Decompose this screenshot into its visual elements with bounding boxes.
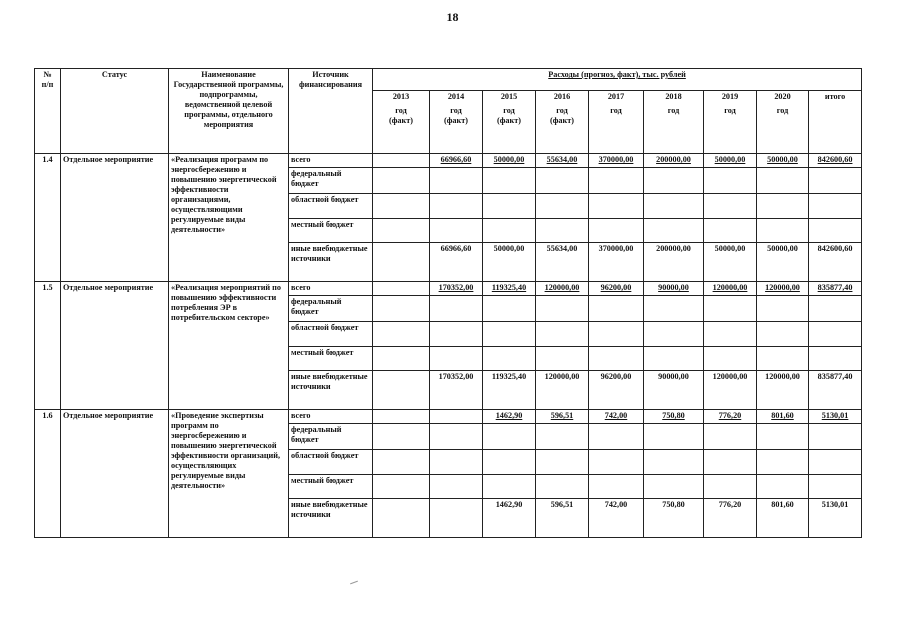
expense-value bbox=[589, 475, 644, 499]
funding-source: областной бюджет bbox=[289, 450, 373, 475]
expense-value bbox=[430, 296, 483, 322]
expense-value bbox=[483, 322, 536, 347]
header-year-2014 bbox=[430, 91, 483, 154]
funding-source: местный бюджет bbox=[289, 219, 373, 243]
total-value bbox=[809, 450, 862, 475]
expense-value bbox=[483, 219, 536, 243]
header-year-2017 bbox=[589, 91, 644, 154]
expense-value bbox=[704, 450, 757, 475]
funding-source: федеральный бюджет bbox=[289, 168, 373, 194]
expense-value bbox=[757, 347, 809, 371]
expense-value bbox=[483, 450, 536, 475]
expense-value: 119325,40 bbox=[483, 371, 536, 410]
header-year-label: 2017 bbox=[607, 92, 625, 102]
expense-value bbox=[536, 475, 589, 499]
total-value bbox=[809, 296, 862, 322]
expense-value: 50000,00 bbox=[757, 154, 809, 168]
row-name: «Реализация мероприятий по повышению эффективности потребления ЭР в потребительском секторе» bbox=[169, 282, 289, 410]
expense-value bbox=[373, 347, 430, 371]
expense-value: 66966,60 bbox=[430, 243, 483, 282]
header-year-label: 2016 bbox=[553, 92, 571, 102]
expense-value bbox=[704, 296, 757, 322]
expense-value bbox=[704, 424, 757, 450]
expense-value bbox=[757, 168, 809, 194]
expense-value: 200000,00 bbox=[644, 243, 704, 282]
expense-value: 750,80 bbox=[644, 410, 704, 424]
expense-value bbox=[373, 168, 430, 194]
funding-source: иные внебюджетные источники bbox=[289, 499, 373, 538]
expense-value bbox=[644, 424, 704, 450]
header-year-label: 2014 bbox=[447, 92, 465, 102]
expense-value bbox=[483, 194, 536, 219]
header-year-2015 bbox=[483, 91, 536, 154]
expense-value bbox=[483, 168, 536, 194]
expense-value bbox=[536, 322, 589, 347]
expense-value bbox=[373, 243, 430, 282]
expense-value bbox=[373, 424, 430, 450]
expense-value bbox=[373, 219, 430, 243]
funding-source: федеральный бюджет bbox=[289, 296, 373, 322]
funding-source: местный бюджет bbox=[289, 475, 373, 499]
expense-value bbox=[757, 475, 809, 499]
expense-value bbox=[373, 194, 430, 219]
header-source: Источник финансирования bbox=[289, 69, 373, 154]
expense-value bbox=[757, 194, 809, 219]
expense-value: 55634,00 bbox=[536, 243, 589, 282]
header-year-label: 2013 bbox=[392, 92, 410, 102]
funding-source: областной бюджет bbox=[289, 322, 373, 347]
expense-value bbox=[589, 194, 644, 219]
header-year-2016 bbox=[536, 91, 589, 154]
total-value bbox=[809, 219, 862, 243]
total-value: 842600,60 bbox=[809, 154, 862, 168]
expense-value bbox=[430, 322, 483, 347]
expense-value bbox=[483, 424, 536, 450]
expense-value bbox=[589, 168, 644, 194]
expense-value bbox=[589, 296, 644, 322]
table-body bbox=[35, 154, 862, 538]
header-year-label: 2020 bbox=[774, 92, 791, 102]
total-value bbox=[809, 347, 862, 371]
header-year-2018 bbox=[644, 91, 704, 154]
funding-source: иные внебюджетные источники bbox=[289, 243, 373, 282]
expense-value: 90000,00 bbox=[644, 282, 704, 296]
expense-value: 1462,90 bbox=[483, 499, 536, 538]
expense-value bbox=[430, 424, 483, 450]
expense-value bbox=[704, 219, 757, 243]
expense-value: 370000,00 bbox=[589, 154, 644, 168]
expense-value: 90000,00 bbox=[644, 371, 704, 410]
expense-value bbox=[430, 347, 483, 371]
expense-value: 50000,00 bbox=[704, 154, 757, 168]
funding-source: местный бюджет bbox=[289, 347, 373, 371]
expense-value: 120000,00 bbox=[704, 282, 757, 296]
header-year-label: 2018 bbox=[665, 92, 682, 102]
expense-value bbox=[373, 410, 430, 424]
expense-value bbox=[757, 450, 809, 475]
expense-value: 801,60 bbox=[757, 410, 809, 424]
expense-value bbox=[644, 450, 704, 475]
page-number: 18 bbox=[446, 10, 459, 24]
header-year-2020 bbox=[757, 91, 809, 154]
header-year-kind: год bbox=[776, 106, 789, 116]
expense-value: 50000,00 bbox=[757, 243, 809, 282]
expense-value bbox=[589, 424, 644, 450]
expense-value: 120000,00 bbox=[536, 371, 589, 410]
funding-source: всего bbox=[289, 410, 373, 424]
header-total: итого bbox=[809, 91, 862, 154]
expense-value bbox=[430, 475, 483, 499]
expense-value: 96200,00 bbox=[589, 371, 644, 410]
funding-source: всего bbox=[289, 154, 373, 168]
expense-value: 50000,00 bbox=[704, 243, 757, 282]
expense-value bbox=[704, 475, 757, 499]
expense-value: 801,60 bbox=[757, 499, 809, 538]
header-year-label: 2019 bbox=[721, 92, 739, 102]
expense-value bbox=[430, 194, 483, 219]
header-no: № п/п bbox=[35, 69, 61, 154]
expense-value bbox=[483, 296, 536, 322]
expense-value: 170352,00 bbox=[430, 282, 483, 296]
expense-value bbox=[704, 168, 757, 194]
expense-value bbox=[430, 410, 483, 424]
expense-value bbox=[536, 347, 589, 371]
expense-value bbox=[589, 219, 644, 243]
expense-value bbox=[536, 296, 589, 322]
header-expenses: Расходы (прогноз, факт), тыс. рублей bbox=[373, 69, 862, 91]
expense-value: 120000,00 bbox=[536, 282, 589, 296]
expense-value: 50000,00 bbox=[483, 243, 536, 282]
expense-value bbox=[430, 219, 483, 243]
expense-value bbox=[644, 296, 704, 322]
table-row bbox=[35, 282, 862, 296]
expense-value: 55634,00 bbox=[536, 154, 589, 168]
expense-value bbox=[373, 499, 430, 538]
row-status: Отдельное мероприятие bbox=[61, 154, 169, 282]
expense-value: 66966,60 bbox=[430, 154, 483, 168]
expense-value bbox=[536, 168, 589, 194]
expense-value bbox=[536, 194, 589, 219]
row-number: 1.4 bbox=[35, 154, 61, 282]
expense-value bbox=[373, 282, 430, 296]
header-year-kind: год (факт) bbox=[497, 106, 521, 126]
header-year-label: 2015 bbox=[500, 92, 518, 102]
expense-value bbox=[644, 475, 704, 499]
table-header bbox=[35, 69, 862, 154]
expense-value: 120000,00 bbox=[757, 282, 809, 296]
scan-mark bbox=[350, 581, 358, 585]
expense-value bbox=[536, 424, 589, 450]
expense-value bbox=[373, 154, 430, 168]
total-value bbox=[809, 424, 862, 450]
total-value bbox=[809, 322, 862, 347]
expense-value bbox=[483, 475, 536, 499]
table-row bbox=[35, 154, 862, 168]
total-value: 835877,40 bbox=[809, 282, 862, 296]
expense-value: 96200,00 bbox=[589, 282, 644, 296]
total-value bbox=[809, 475, 862, 499]
budget-table bbox=[34, 68, 862, 538]
expense-value: 1462,90 bbox=[483, 410, 536, 424]
row-name: «Проведение экспертизы программ по энергосбережению и повышению энергетической эффективности организаций, осуществляющих регулируемые виды деятельности» bbox=[169, 410, 289, 538]
expense-value bbox=[704, 194, 757, 219]
expense-value bbox=[536, 219, 589, 243]
expense-value bbox=[430, 168, 483, 194]
row-status: Отдельное мероприятие bbox=[61, 410, 169, 538]
expense-value bbox=[373, 296, 430, 322]
expense-value bbox=[644, 194, 704, 219]
expense-value bbox=[373, 371, 430, 410]
expense-value: 596,51 bbox=[536, 410, 589, 424]
header-year-2019 bbox=[704, 91, 757, 154]
expense-value bbox=[757, 424, 809, 450]
expense-value bbox=[644, 347, 704, 371]
expense-value bbox=[644, 219, 704, 243]
expense-value bbox=[757, 219, 809, 243]
expense-value bbox=[430, 450, 483, 475]
expense-value: 596,51 bbox=[536, 499, 589, 538]
expense-value bbox=[373, 322, 430, 347]
table-row bbox=[35, 410, 862, 424]
expense-value: 50000,00 bbox=[483, 154, 536, 168]
expense-value bbox=[589, 450, 644, 475]
expense-value bbox=[373, 450, 430, 475]
row-number: 1.5 bbox=[35, 282, 61, 410]
total-value bbox=[809, 194, 862, 219]
funding-source: иные внебюджетные источники bbox=[289, 371, 373, 410]
total-value: 5130,01 bbox=[809, 410, 862, 424]
total-value: 5130,01 bbox=[809, 499, 862, 538]
expense-value bbox=[704, 347, 757, 371]
row-number: 1.6 bbox=[35, 410, 61, 538]
header-year-2013 bbox=[373, 91, 430, 154]
expense-value: 170352,00 bbox=[430, 371, 483, 410]
header-year-kind: год (факт) bbox=[550, 106, 574, 126]
expense-value: 200000,00 bbox=[644, 154, 704, 168]
expense-value: 120000,00 bbox=[704, 371, 757, 410]
expense-value: 120000,00 bbox=[757, 371, 809, 410]
expense-value: 742,00 bbox=[589, 499, 644, 538]
funding-source: федеральный бюджет bbox=[289, 424, 373, 450]
expense-value bbox=[483, 347, 536, 371]
expense-value bbox=[373, 475, 430, 499]
expense-value bbox=[589, 322, 644, 347]
expense-value bbox=[589, 347, 644, 371]
row-name: «Реализация программ по энергосбережению и повышению энергетической эффективности организациями, осуществляющими регулируемые виды деятельности» bbox=[169, 154, 289, 282]
expense-value: 776,20 bbox=[704, 499, 757, 538]
expense-value: 370000,00 bbox=[589, 243, 644, 282]
row-status: Отдельное мероприятие bbox=[61, 282, 169, 410]
total-value: 835877,40 bbox=[809, 371, 862, 410]
expense-value bbox=[644, 322, 704, 347]
header-year-kind: год (факт) bbox=[389, 106, 413, 126]
expense-value: 750,80 bbox=[644, 499, 704, 538]
total-value: 842600,60 bbox=[809, 243, 862, 282]
header-year-kind: год bbox=[667, 106, 680, 116]
header-name: Наименование Государственной программы, подпрограммы, ведомственной целевой программы, отдельного мероприятия bbox=[169, 69, 289, 154]
funding-source: всего bbox=[289, 282, 373, 296]
expense-value bbox=[704, 322, 757, 347]
expense-value: 119325,40 bbox=[483, 282, 536, 296]
expense-value bbox=[644, 168, 704, 194]
expense-value bbox=[430, 499, 483, 538]
header-year-kind: год (факт) bbox=[444, 106, 468, 126]
header-year-kind: год bbox=[724, 106, 736, 116]
header-status: Статус bbox=[61, 69, 169, 154]
total-value bbox=[809, 168, 862, 194]
expense-value: 742,00 bbox=[589, 410, 644, 424]
expense-value: 776,20 bbox=[704, 410, 757, 424]
expense-value bbox=[536, 450, 589, 475]
funding-source: областной бюджет bbox=[289, 194, 373, 219]
expense-value bbox=[757, 296, 809, 322]
expense-value bbox=[757, 322, 809, 347]
header-year-kind: год bbox=[610, 106, 622, 116]
